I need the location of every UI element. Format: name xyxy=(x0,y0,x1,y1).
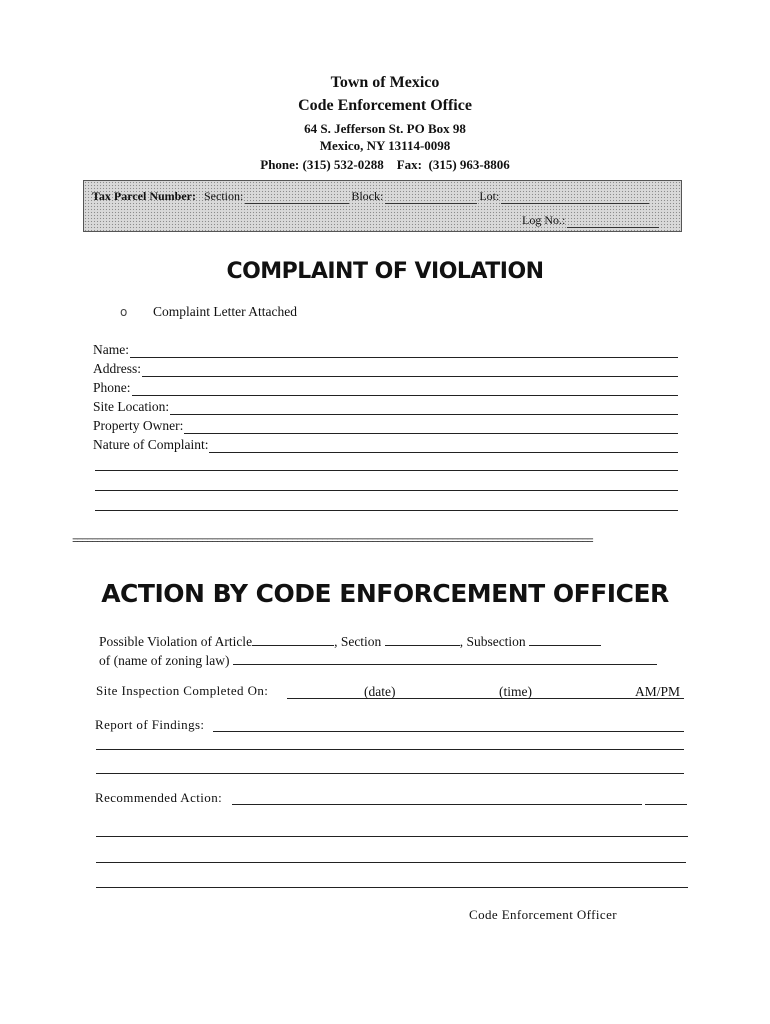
report-line-3[interactable] xyxy=(96,773,684,774)
nature-extra-line-1[interactable] xyxy=(95,470,678,471)
inspection-field[interactable] xyxy=(287,698,684,699)
site-location-row xyxy=(93,397,678,415)
town-name: Town of Mexico xyxy=(330,74,440,91)
lot-field[interactable] xyxy=(501,191,649,204)
checkbox-icon[interactable]: o xyxy=(120,305,128,319)
article-field[interactable] xyxy=(252,633,334,646)
phone-label: Phone: xyxy=(93,380,131,395)
time-label: (time) xyxy=(499,684,532,699)
office-name: Code Enforcement Office xyxy=(298,97,472,114)
recommended-label: Recommended Action: xyxy=(95,790,223,805)
possible-violation-label: Possible Violation of Article xyxy=(99,634,253,649)
subsection-label: , Subsection xyxy=(459,634,526,649)
address-label: Address: xyxy=(93,361,141,376)
nature-label: Nature of Complaint: xyxy=(93,437,209,452)
section-separator: ======================================================================================================== xyxy=(72,536,593,548)
zoning-law-field[interactable] xyxy=(233,652,657,665)
zoning-law-row xyxy=(99,652,657,669)
phone-row xyxy=(93,378,678,396)
complaint-heading: COMPLAINT OF VIOLATION xyxy=(226,259,544,284)
address-row xyxy=(93,359,678,377)
section-label: Section: xyxy=(204,189,244,203)
name-row xyxy=(93,340,678,358)
zoning-law-label: of (name of zoning law) xyxy=(99,653,230,668)
property-owner-row xyxy=(93,416,678,434)
recommended-field-end[interactable] xyxy=(645,804,687,805)
signature-label: Code Enforcement Officer xyxy=(469,907,617,922)
recommended-line-3[interactable] xyxy=(96,862,686,863)
tax-parcel-box xyxy=(83,180,682,232)
recommended-line-2[interactable] xyxy=(96,836,688,837)
section-label: , Section xyxy=(334,634,382,649)
recommended-line-4[interactable] xyxy=(96,887,688,888)
complaint-letter-label: Complaint Letter Attached xyxy=(153,304,297,319)
report-line-2[interactable] xyxy=(96,749,684,750)
property-owner-field[interactable] xyxy=(184,420,678,434)
address-line-2: Mexico, NY 13114-0098 xyxy=(319,138,451,153)
block-field[interactable] xyxy=(385,191,477,204)
block-label: Block: xyxy=(351,189,384,203)
lot-label: Lot: xyxy=(479,189,500,203)
phone-field[interactable] xyxy=(132,382,678,396)
log-label: Log No.: xyxy=(522,213,566,227)
property-owner-label: Property Owner: xyxy=(93,418,184,433)
report-field[interactable] xyxy=(213,731,684,732)
nature-row xyxy=(93,435,678,453)
inspection-label: Site Inspection Completed On: xyxy=(96,683,269,698)
name-field[interactable] xyxy=(130,344,678,358)
nature-field[interactable] xyxy=(209,439,678,453)
ampm-label: AM/PM xyxy=(635,684,681,699)
section-field[interactable] xyxy=(385,633,460,646)
site-location-field[interactable] xyxy=(170,401,678,415)
section-field[interactable] xyxy=(245,191,349,204)
recommended-field[interactable] xyxy=(232,804,642,805)
nature-extra-line-3[interactable] xyxy=(95,510,678,511)
tax-parcel-label: Tax Parcel Number: xyxy=(92,189,196,203)
date-label: (date) xyxy=(364,684,396,699)
name-label: Name: xyxy=(93,342,129,357)
address-line-1: 64 S. Jefferson St. PO Box 98 xyxy=(304,121,466,136)
possible-violation-row xyxy=(99,633,601,650)
phone-fax: Phone: (315) 532-0288 Fax: (315) 963-8806 xyxy=(260,157,510,172)
subsection-field[interactable] xyxy=(529,633,601,646)
log-field[interactable] xyxy=(567,215,659,228)
report-label: Report of Findings: xyxy=(95,717,205,732)
nature-extra-line-2[interactable] xyxy=(95,490,678,491)
site-location-label: Site Location: xyxy=(93,399,170,414)
address-field[interactable] xyxy=(142,363,678,377)
action-heading: ACTION BY CODE ENFORCEMENT OFFICER xyxy=(101,579,669,608)
